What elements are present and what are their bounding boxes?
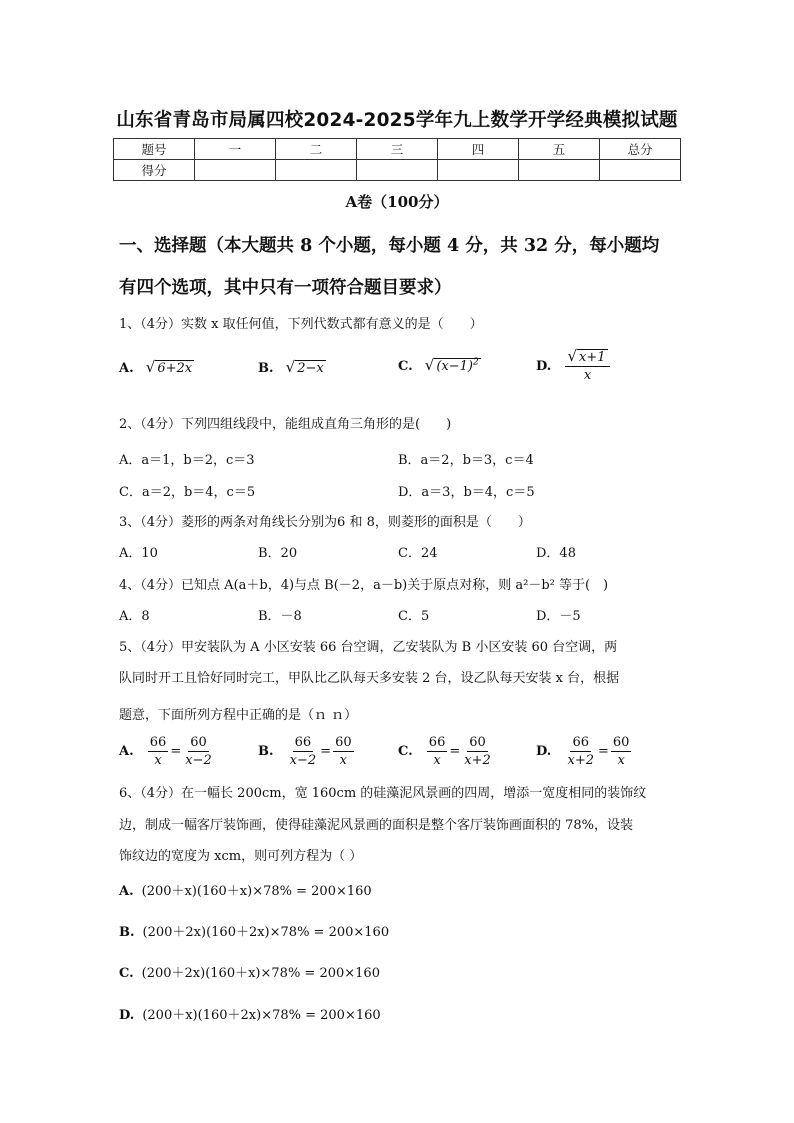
q2-option-a: A．a＝1，b＝2，c＝3 <box>119 453 255 468</box>
q1-option-d <box>536 348 612 384</box>
score-cell <box>600 160 681 181</box>
q5-option-d: D. $\frac{66}{x+2}$ = $\frac{60}{x}$ <box>536 735 630 768</box>
q4-option-a: A．8 <box>119 609 150 624</box>
score-cell <box>438 160 519 181</box>
table-cell: 三 <box>357 139 438 160</box>
q2-option-b: B．a＝2，b＝3，c＝4 <box>398 453 534 468</box>
question-6-line1: 6、（4分）在一幅长 200cm，宽 160cm 的硅藻泥风景画的四周，增添一宽度相同的装饰纹 <box>119 786 647 801</box>
fraction-denominator: x <box>339 753 347 768</box>
sqrt-icon: √ <box>567 347 578 365</box>
q1-d-radicand: x+1 <box>579 350 606 365</box>
fraction-numerator: 66 <box>149 735 167 750</box>
q6-b-equation: (200＋2x)(160＋2x)×78% = 200×160 <box>142 925 390 940</box>
question-5-line3: 题意，下面所列方程中正确的是（ｎ ｎ） <box>119 708 358 723</box>
q6-option-a <box>119 880 372 899</box>
table-cell: 二 <box>276 139 357 160</box>
option-label: C. <box>398 744 413 759</box>
question-6-line2: 边，制成一幅客厅装饰画，使得硅藻泥风景画的面积是整个客厅装饰画面积的 78%，设装 <box>119 818 634 833</box>
q5-option-a: A. $\frac{66}{x}$ = $\frac{60}{x-2}$ <box>119 735 212 768</box>
q3-option-d: D．48 <box>536 546 576 561</box>
q1-option-c <box>398 356 481 374</box>
q6-option-d <box>119 1004 381 1023</box>
option-label: B. <box>119 925 135 940</box>
q6-a-equation: (200＋x)(160＋x)×78% = 200×160 <box>141 884 372 899</box>
fraction-numerator: 60 <box>335 735 352 750</box>
sqrt-icon: √ <box>145 358 156 376</box>
fraction-numerator: 66 <box>294 735 312 750</box>
section-a-heading: A卷（100分） <box>345 193 449 211</box>
q1-c-base: (x−1) <box>436 359 473 374</box>
q4-option-d: D．－5 <box>536 609 581 624</box>
fraction <box>333 734 354 769</box>
sqrt-icon: √ <box>285 358 296 376</box>
fraction-numerator: 66 <box>572 735 589 750</box>
question-2-stem: 2、（4分）下列四组线段中，能组成直角三角形的是( ) <box>119 417 452 432</box>
option-label: C. <box>119 966 134 981</box>
fraction-numerator: 60 <box>190 735 207 750</box>
score-cell <box>519 160 600 181</box>
fraction-denominator: x−2 <box>185 753 212 768</box>
question-3-stem: 3、（4分）菱形的两条对角线长分别为6 和 8，则菱形的面积是（ ） <box>119 515 531 530</box>
q5-option-c: C. $\frac{66}{x}$ = $\frac{60}{x+2}$ <box>398 735 491 768</box>
q1-a-expression: 6+2x <box>157 361 193 376</box>
q6-option-c <box>119 962 380 981</box>
score-cell <box>357 160 438 181</box>
fraction-denominator: x+2 <box>464 753 491 768</box>
option-label: D. <box>536 744 552 759</box>
fraction <box>565 734 596 769</box>
page-title: 山东省青岛市局属四校2024-2025学年九上数学开学经典模拟试题 <box>116 110 678 131</box>
q1-d-fraction <box>565 348 609 384</box>
fraction <box>611 734 632 769</box>
q2-option-d: D．a＝3，b＝4，c＝5 <box>398 485 535 500</box>
table-cell: 四 <box>438 139 519 160</box>
fraction-numerator: 60 <box>612 735 630 750</box>
score-cell <box>195 160 276 181</box>
fraction-denominator: x <box>433 753 441 768</box>
question-5-line1: 5、（4分）甲安装队为 A 小区安装 66 台空调，乙安装队为 B 小区安装 60 台空调，两 <box>119 640 618 655</box>
question-6-line3: 饰纹边的宽度为 xcm，则可列方程为（ ） <box>119 849 363 864</box>
table-cell: 总分 <box>600 139 681 160</box>
fraction-denominator: x <box>617 753 625 768</box>
table-cell: 五 <box>519 139 600 160</box>
option-label: D. <box>119 1008 135 1023</box>
fraction-denominator: x <box>583 368 592 383</box>
fraction <box>183 734 214 769</box>
q4-option-b: B．－8 <box>258 609 302 624</box>
fraction <box>148 734 169 769</box>
q3-option-b: B．20 <box>258 546 298 561</box>
q1-option-a <box>119 358 194 376</box>
q3-option-a: A．10 <box>119 546 158 561</box>
q2-option-c: C．a＝2，b＝4，c＝5 <box>119 485 256 500</box>
q5-option-b: B. $\frac{66}{x-2}$ = $\frac{60}{x}$ <box>258 735 352 768</box>
fraction-denominator: x+2 <box>567 753 594 768</box>
fraction <box>427 734 448 769</box>
table-cell: 一 <box>195 139 276 160</box>
q6-option-b <box>119 921 389 940</box>
q6-d-equation: (200＋x)(160＋2x)×78% = 200×160 <box>142 1008 381 1023</box>
q3-option-c: C．24 <box>398 546 438 561</box>
part1-heading-line1: 一、选择题（本大题共 8 个小题，每小题 4 分，共 32 分，每小题均 <box>119 236 660 256</box>
table-cell: 题号 <box>114 139 195 160</box>
q1-b-expression: 2−x <box>297 361 324 376</box>
table-cell: 得分 <box>114 160 195 181</box>
fraction <box>462 734 493 769</box>
fraction-denominator: x <box>154 753 162 768</box>
fraction <box>288 734 319 769</box>
option-label: B. <box>258 744 274 759</box>
question-4-stem: 4、（4分）已知点 A(a＋b，4)与点 B(－2，a－b)关于原点对称，则 a²－b² 等于( ) <box>119 578 609 593</box>
part1-heading-line2: 有四个选项，其中只有一项符合题目要求） <box>119 278 452 298</box>
q1-c-expression <box>434 358 480 374</box>
fraction-denominator: x−2 <box>289 753 317 768</box>
score-cell <box>276 160 357 181</box>
option-label: A. <box>119 884 134 899</box>
option-label: D. <box>536 358 552 374</box>
option-label: A. <box>119 744 134 759</box>
q1-option-b <box>258 358 326 376</box>
option-label: B. <box>258 361 274 376</box>
q6-c-equation: (200＋2x)(160＋x)×78% = 200×160 <box>141 966 380 981</box>
fraction-numerator: 66 <box>428 735 446 750</box>
q4-option-c: C．5 <box>398 609 430 624</box>
exponent: 2 <box>473 357 479 368</box>
question-1-stem: 1、（4分）实数 x 取任何值，下列代数式都有意义的是（ ） <box>119 317 483 332</box>
sqrt-icon: √ <box>424 356 435 374</box>
option-label: C. <box>398 359 413 374</box>
score-table <box>113 138 681 181</box>
question-5-line2: 队同时开工且恰好同时完工，甲队比乙队每天多安装 2 台，设乙队每天安装 x 台，根据 <box>119 671 620 686</box>
option-label: A. <box>119 361 134 376</box>
score-table-header-row <box>114 139 681 160</box>
score-table-score-row <box>114 160 681 181</box>
fraction-numerator <box>565 348 609 367</box>
fraction-numerator: 60 <box>469 735 486 750</box>
